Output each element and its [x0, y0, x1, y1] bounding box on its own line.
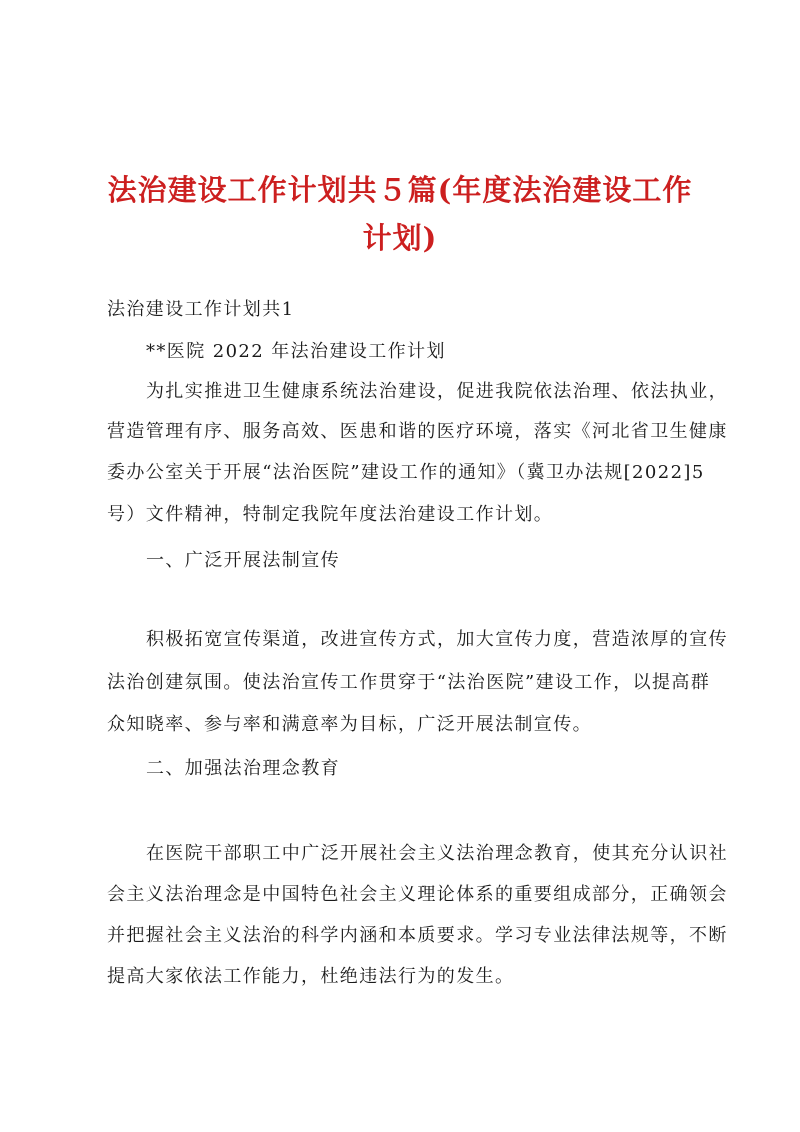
section-2-body-line: 在医院干部职工中广泛开展社会主义法治理念教育，使其充分认识社 — [146, 843, 728, 864]
document-title-line-2: 计划) — [362, 221, 438, 255]
section-1-heading: 一、广泛开展法制宣传 — [146, 550, 340, 571]
section-1-body-line: 法治创建氛围。使法治宣传工作贯穿于“法治医院”建设工作，以提高群 — [107, 672, 711, 693]
section-2-body-line: 并把握社会主义法治的科学内涵和本质要求。学习专业法律法规等，不断 — [107, 925, 728, 946]
section-1-body-line: 众知晓率、参与率和满意率为目标，广泛开展法制宣传。 — [107, 714, 592, 735]
intro-line: 为扎实推进卫生健康系统法治建设，促进我院依法治理、依法执业， — [146, 381, 728, 402]
subtitle: 法治建设工作计划共1 — [107, 299, 295, 320]
intro-line: 营造管理有序、服务高效、医患和谐的医疗环境，落实《河北省卫生健康 — [107, 421, 728, 442]
section-1-body-line: 积极拓宽宣传渠道，改进宣传方式，加大宣传力度，营造浓厚的宣传 — [146, 629, 728, 650]
intro-line: 委办公室关于开展“法治医院”建设工作的通知》（冀卫办法规[2022]5 — [107, 462, 705, 483]
section-2-body-line: 提高大家依法工作能力，杜绝违法行为的发生。 — [107, 966, 515, 987]
intro-line: 号）文件精神，特制定我院年度法治建设工作计划。 — [107, 504, 554, 525]
plan-title: **医院 2022 年法治建设工作计划 — [146, 341, 446, 362]
section-2-heading: 二、加强法治理念教育 — [146, 758, 340, 779]
section-2-body-line: 会主义法治理念是中国特色社会主义理论体系的重要组成部分，正确领会 — [107, 884, 728, 905]
document-title-line-1: 法治建设工作计划共５篇(年度法治建设工作 — [107, 173, 693, 207]
